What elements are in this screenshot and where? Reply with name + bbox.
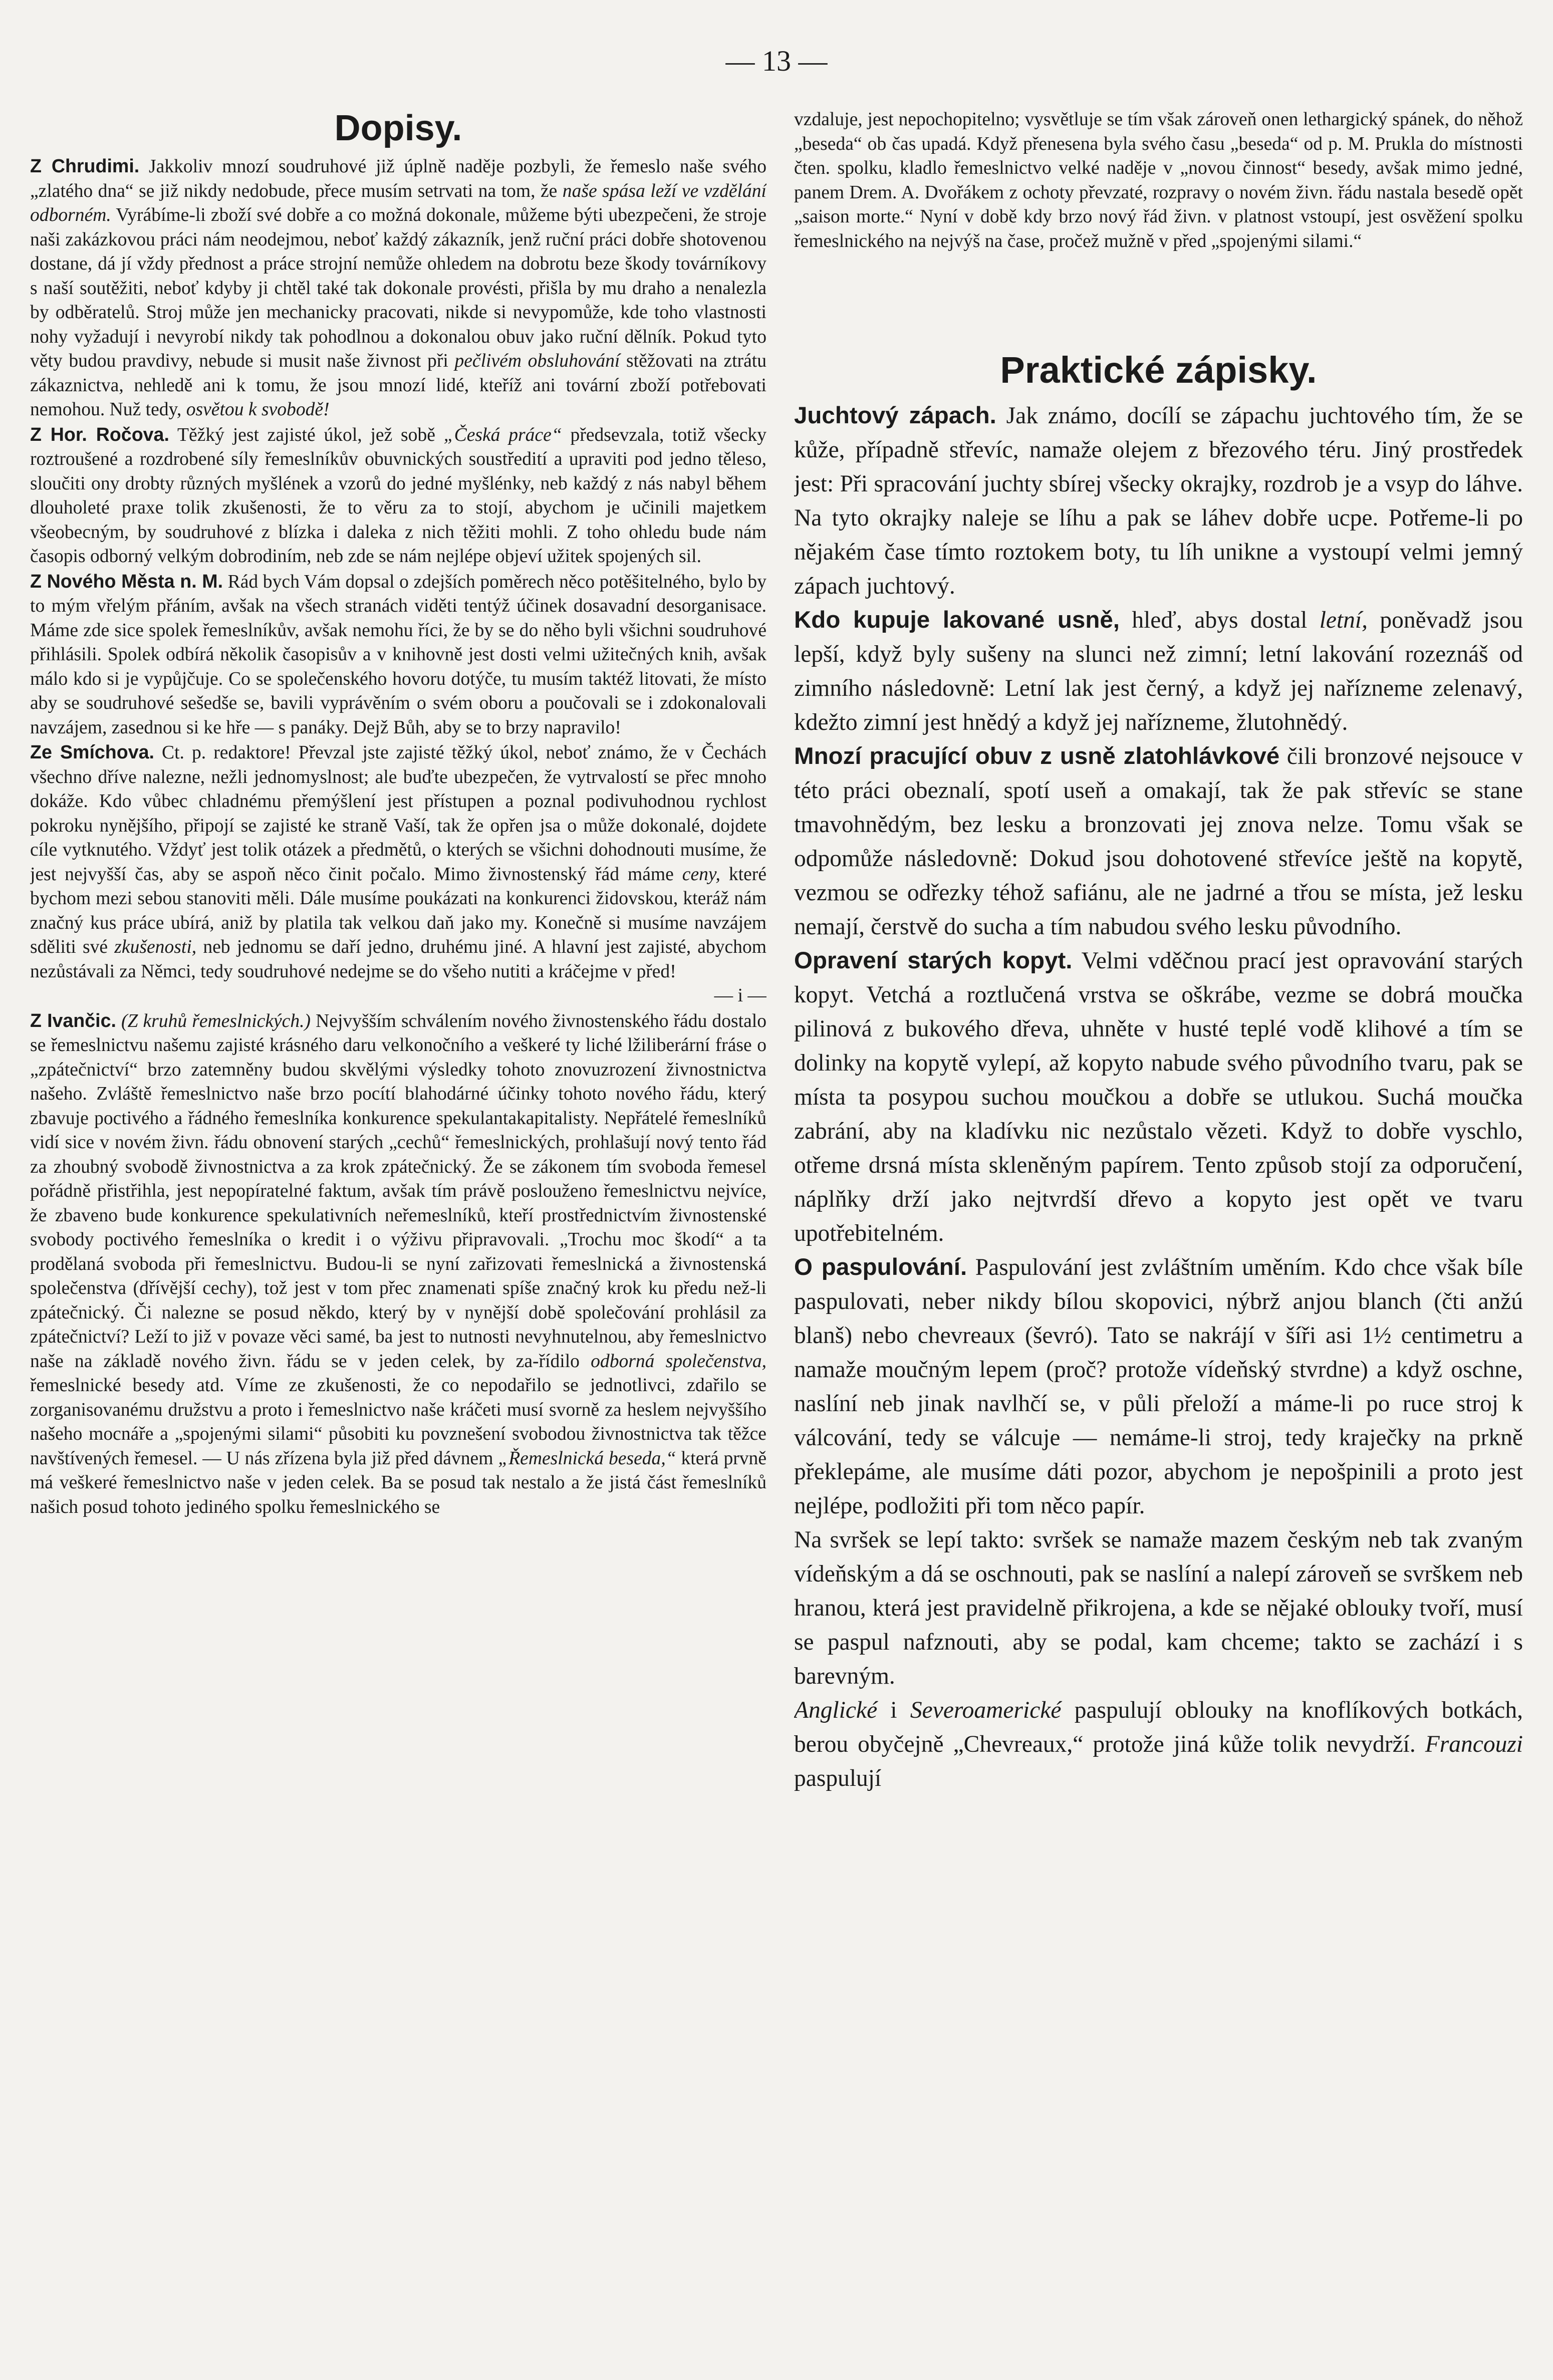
letter-emphasis: „Řemeslnická beseda,“: [498, 1448, 676, 1469]
note-opraveni-kopyt: [794, 944, 1523, 1250]
letter-emphasis: zkušenosti,: [114, 937, 197, 957]
note-text: čili bronzové nejsouce v této práci obeznalí, spotí useň a omakají, tak že pak střevíc se stane tmavohnědým, bez lesku a bronzovati jej znova nelze. Tomu však se odpomůže následovně: Dokud jsou dohotovené střevíce ještě na kopytě, vezmou se odřezky téhož safiánu, ale ne jadrné a třou se místa, jež lesku nemají, čerstvě do sucha a tím nabudou svého lesku původního.: [794, 743, 1523, 940]
letter-place: Ze Smíchova.: [30, 741, 154, 762]
note-title: O paspulování.: [794, 1254, 967, 1280]
spacer: [794, 253, 1523, 349]
note-title: Kdo kupuje lakované usně,: [794, 607, 1120, 633]
letter-text: stěžovati na ztrátu zákaznictva, nehledě ani k tomu, že jsou mnozí lidé, kteříž ani tovární zboží potřebovati nemohou. Nuž tedy,: [30, 351, 766, 420]
letter-signature: — i —: [714, 985, 766, 1006]
letter-text: Nejvyšším schválením nového živnostenského řádu dostalo se řemeslnictvu našemu zajisté krásného daru velkonočního a veškeré ty liché lžiliberární fráse o „zpátečnictví“ brzo zatemněny budou skvělými výsledky tohoto znovuzrození živnostnictva našeho. Zvláště řemeslnictvo naše brzo pocítí blahodárné účinky tohoto nového řádu, který zbavuje poctivého a řádného řemeslníka konkurence spekulantakapitalisty. Nepřátelé řemeslníků vidí sice v novém živn. řádu obnovení starých „cechů“ řemeslnických, prohlašují nový tento řád za zhoubný svobodě živnostnictva a za krok zpátečnický. Že se zákonem tím svoboda řemesel pořádně přistřihla, jest nepopíratelné faktum, avšak tím právě poslouženo řemeslnictvu nejvíce, že zbaveno bude konkurence spekulativních neřemeslníků, kteří prostřednictvím živnostenské svobody poctivého řemeslníka o kredit i o výživu připravovali. „Trochu moc škodí“ a ta prodělaná svoboda při řemeslnictvu. Budou-li se nyní zařizovati řemeslnická a živnostenská společenstva (dřívější cechy), tož jest v tom přec znamenati spíše značný krok ku předu než-li zpátečnický. Či nalezne se posud někdo, který by v nynější době společování prohlásil za zpátečnictví? Leží to již v povaze věci samé, ba jest to nutnosti nevyhnutelnou, aby řemeslnictvo naše na základě nového živn. řádu se v jeden celek, by za-řídilo: [30, 1010, 766, 1372]
note-paspulovani-oblouky: [794, 1693, 1523, 1795]
letter-text: Rád bych Vám dopsal o zdejších poměrech něco potěšitelného, bylo by to mým vřelým přáním, avšak na všech stranách viděti tentýž účinek dosavadní desorganisace. Máme zde sice spolek řemeslníkův, avšak nemohu říci, že by se do něho byli všichni soudruhové přihlásili. Spolek odbírá několik časopisův a v knihovně jest dosti velmi užitečných knih, avšak málo kdo si je vypůjčuje. Co se společenského hovoru dotýče, tu musím taktéž litovati, že místo aby se soudruhové sešedše se, bavili vyprávěním o svém oboru a poučovali se i zdokonalovali navzájem, zasednou si ke hře — s panáky. Dejž Bůh, aby se to brzy napravilo!: [30, 571, 766, 738]
note-text: i: [877, 1697, 910, 1723]
note-text: Jak známo, docílí se zápachu juchtového tím, že se kůže, případně střevíc, namaže olejem z březového téru. Jiný prostředek jest: Při spracování juchty sbírej všecky okrajky, rozdrob je a vsyp do láhve. Na tyto okrajky naleje se líhu a pak se láhev dobře ucpe. Potřeme-li po nějakém čase tímto roztokem boty, tu líh unikne a vystoupí velmi jemný zápach juchtový.: [794, 403, 1523, 599]
letter-text: Vyrábíme-li zboží své dobře a co možná dokonale, můžeme býti ubezpečeni, že stroje naši zakázkovou práci nám neodejmou, neboť každý zákazník, jenž ruční práci dobře shotovenou dostane, dá jí vždy přednost a práce strojní nemůže ohledem na dobrotu beze škody továrníkovy s naší soutěžiti, neboť kdyby ji chtěl také tak dokonale provésti, přišla by mu draho a nenalezla by odběratelů. Stroj může jen mechanicky pracovati, nikde si nevypomůže, kde toho vlastnosti nohy vyžadují i nevyrobí nikdy tak pohodlnou a dokonalou obuv jako ruční dělník. Pokud tyto věty budou pravdivy, nebude si musit naše živnost při: [30, 205, 766, 371]
letter-continuation: vzdaluje, jest nepochopitelno; vysvětluje se tím však zároveň onen lethargický spánek, do něhož „beseda“ ob čas upadá. Když přenesena byla svého času „beseda“ od p. M. Prukla do místnosti čten. spolku, kladlo řemeslnictvo velké naděje v „novou činnost“ besedy, avšak mimo jedné, panem Drem. A. Dvořákem z ochoty převzaté, rozpravy o novém živn. řádu nastala besedě opět „saison morte.“ Nyní v době kdy brzo nový řád živn. v platnost vstoupí, jest osvěžení spolku řemeslnického na nejvýš na čase, pročež mužně v před „spojenými silami.“: [794, 109, 1523, 251]
letter-nove-mesto: [30, 569, 766, 740]
letter-text: Ct. p. redaktore! Převzal jste zajisté těžký úkol, neboť známo, že v Čechách všechno dříve nalezne, nežli jednomyslnost; ale buďte ubezpečen, že vytrvalostí se přec mnoho dokáže. Kdo vůbec chladnému přemýšlení jest přístupen a poznal podivuhodnou rychlost pokroku nynějšího, připojí se zajisté ke straně Vaší, tak že opřen jsa o může dokonalé, dojdete cíle vytknutého. Vždyť jest tolik otázek a předmětů, o kterých se všichni dohodnouti musíme, že jest nejvyšší čas, aby se aspoň něco činit počalo. Mimo živnostenský řád máme: [30, 742, 766, 885]
note-emphasis: Francouzi: [1425, 1731, 1523, 1757]
note-title: Opravení starých kopyt.: [794, 947, 1073, 974]
letter-place: Z Nového Města n. M.: [30, 570, 223, 592]
letter-emphasis: ceny,: [682, 864, 720, 885]
right-column: [794, 108, 1523, 2362]
note-paspulovani: [794, 1250, 1523, 1523]
page-number: — 13 —: [725, 45, 828, 77]
note-emphasis: letní,: [1319, 607, 1368, 633]
practical-notes: [794, 399, 1523, 1795]
letter-text: Těžký jest zajisté úkol, jež sobě: [169, 424, 444, 445]
section-heading-dopisy: Dopisy.: [334, 108, 462, 148]
letter-emphasis: odborná společenstva,: [591, 1351, 766, 1372]
note-text: Na svršek se lepí takto: svršek se namaže mazem českým neb tak zvaným vídeňským a dá se oschnouti, pak se naslíní a nalepí zároveň se svrškem neb hranou, která jest pravidelně přikrojena, a kde se nějaké oblouky tvoří, musí se paspul nafznouti, aby se podal, kam chceme; takto se zachází i s barevným.: [794, 1527, 1523, 1689]
letter-hor-rocov: [30, 422, 766, 569]
letter-emphasis: naše spása leží ve vzdělání odborném.: [30, 180, 766, 225]
letter-ivancice: [30, 1008, 766, 1520]
letter-smichov: [30, 740, 766, 984]
letter-text: které bychom mezi sebou stanoviti měli. Dále musíme poukázati na konkurenci židovskou, kteráž nám značný kus práce ubírá, aniž by platila tak velkou daň jako my. Konečně si musíme navzájem sděliti své: [30, 864, 766, 957]
note-title: Mnozí pracující obuv z usně zlatohlávkové: [794, 743, 1280, 769]
letter-text: která prvně má veškeré řemeslnictvo naše v jeden celek. Ba se posud tak nestalo a že jistá část řemeslníků našich posud tohoto jediného spolku řemeslnického se: [30, 1448, 766, 1517]
section-heading-prakticke-zapisky: Praktické zápisky.: [1000, 349, 1317, 391]
letter-place: Z Ivančic.: [30, 1009, 116, 1031]
note-juchtovy-zapach: [794, 399, 1523, 603]
note-text: paspulují: [794, 1765, 882, 1791]
note-emphasis: Anglické: [794, 1697, 878, 1723]
note-lakovane-usne: [794, 603, 1523, 739]
letter-chrudim: [30, 154, 766, 422]
letter-text: Jakkoliv mnozí soudruhové již úplně naděje pozbyli, že řemeslo naše svého „zlatého dna“ se již nikdy nedobude, přece musím setrvati na tom, že: [30, 156, 766, 201]
note-paspulovani-svrsek: [794, 1523, 1523, 1693]
note-text: paspulují oblouky na knoflíkových botkách, berou obyčejně „Chevreaux,“ protože jiná kůže tolik nevydrží.: [794, 1697, 1523, 1757]
note-title: Juchtový zápach.: [794, 402, 996, 429]
letter-text: řemeslnické besedy atd. Víme ze zkušenosti, že co nepodařilo se jednotlivci, zdařilo se zorganisovanému družstvu a proto i řemeslnictvo naše kráčeti musí svorně za heslem nejvyššího našeho mocnáře a „spojenými silami“ působiti ku povznešení svobodou živnostnictva tak těžce navštívených řemesel. — U nás zřízena byla již před dávnem: [30, 1375, 766, 1469]
note-text: Paspulování jest zvláštním uměním. Kdo chce však bíle paspulovati, neber nikdy bílou skopovici, nýbrž anjou blanch (čti anžú blanš) nebo chevreaux (ševró). Tato se nakrájí v šíři asi 1½ centimetru a namaže moučným lepem (proč? protože vídeňský stvrdne) a když oschne, naslíní neb jinak navlhčí se, v půli přeloží a máme-li po ruce stroj k válcování, tedy se válcuje — nemáme-li stroj, tedy kraječky na prkně překlepáme, ale musíme dáti pozor, abychom je nepošpinili a proto jest nejlépe, podložiti při tom něco papír.: [794, 1254, 1523, 1519]
letter-emphasis: pečlivém obsluhování: [454, 351, 620, 371]
letter-emphasis: (Z kruhů řemeslnických.): [121, 1010, 311, 1031]
letter-text: neb jednomu se daří jedno, druhému jiné. A hlavní jest zajisté, abychom nezůstávali za Němci, tedy soudruhové nedejme se do všeho nutiti a kráčejme v před!: [30, 937, 766, 982]
left-column: [30, 108, 766, 2362]
note-zlatohlavkova-usen: [794, 739, 1523, 944]
letter-place: Z Hor. Ročova.: [30, 423, 169, 445]
letter-emphasis: „Česká práce“: [443, 424, 562, 445]
note-text: poněvadž jsou lepší, když byly sušeny na slunci než zimní; letní lakování rozeznáš od zimního následovně: Letní lak jest černý, a když jej nařízneme zelenavý, kdežto zimní jest hnědý a když jej nařízneme, žlutohnědý.: [794, 607, 1523, 735]
note-emphasis: Severoamerické: [910, 1697, 1062, 1723]
letter-place: Z Chrudimi.: [30, 155, 140, 176]
note-text: Velmi vděčnou prací jest opravování starých kopyt. Vetchá a roztlučená vrstva se oškrábe, vezme se dobrá moučka pilinová z bukového dřeva, uhněte v husté teplé vodě klihové a tím se dolinky na kopytě vylepí, až kopyto nabude svého původního tvaru, pak se místa ta posypou suchou moučkou a dobře se utlukou. Suchá moučka zabrání, aby na kladívku nic nezůstalo vězeti. Když to dobře vyschlo, otřeme drsná místa skleněným papírem. Tento způsob stojí za odporučení, náplňky drží jako nejtvrdší dřevo a kopyto jest opět ve tvaru upotřebitelném.: [794, 948, 1523, 1246]
letter-text: předsevzala, totiž všecky roztroušené a rozdrobené síly řemeslníkův obuvnických soustředití a upraviti pod jedno těleso, sloučiti ony drobty různých myšlének a vzorů do jedné myšlénky, neb každý z nás nabyl během dlouholeté praxe tolik zkušenosti, že to věru za to stojí, abychom je učinili majetkem všeobecným, by soudruhové z blízka i daleka z nich těžiti mohli. Z toho ohledu bude nám časopis odborný velkým dobrodiním, neb zde se nám nejlépe objeví užitek spojených sil.: [30, 424, 766, 567]
letter-emphasis: osvětou k svobodě!: [186, 399, 330, 420]
note-text: hleď, abys dostal: [1119, 607, 1320, 633]
